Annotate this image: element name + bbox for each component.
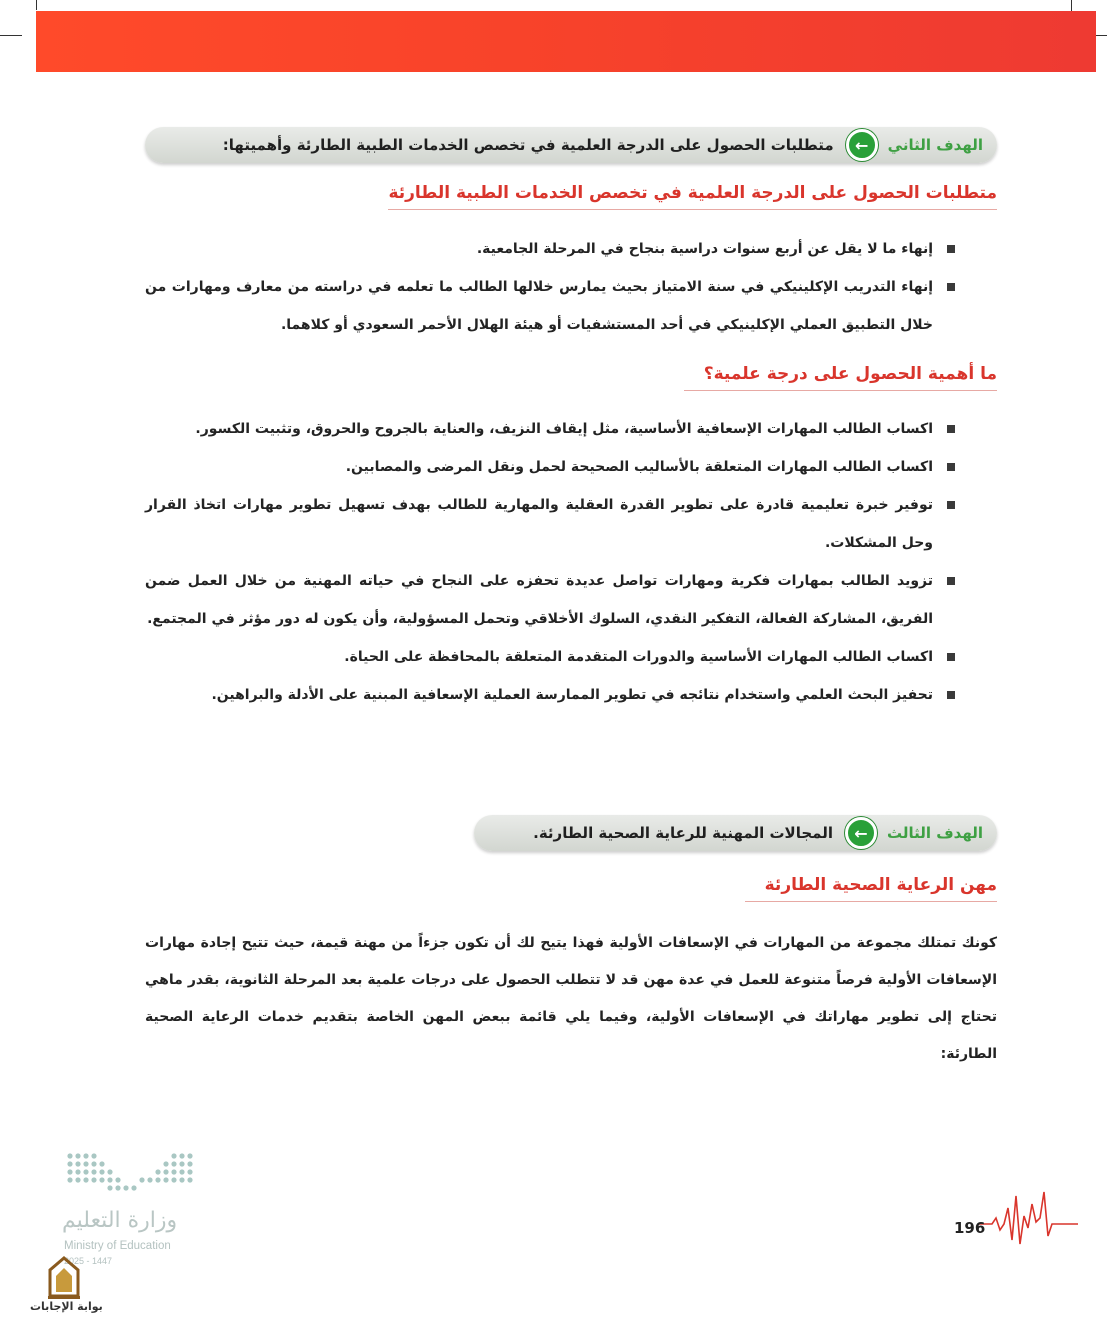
requirements-heading: متطلبات الحصول على الدرجة العلمية في تخصص الخدمات الطبية الطارئة (388, 183, 997, 210)
list-item: اكساب الطالب المهارات المتعلقة بالأساليب الصحيحة لحمل ونقل المرضى والمصابين. (145, 448, 955, 486)
bullet-square-icon (947, 691, 955, 699)
goal-three-title: المجالات المهنية للرعاية الصحية الطارئة. (533, 824, 833, 842)
requirements-list (145, 230, 955, 344)
arrow-left-icon: ← (845, 817, 877, 849)
list-item: إنهاء ما لا يقل عن أربع سنوات دراسية بنجاح في المرحلة الجامعية. (145, 230, 955, 268)
watermark-text: بوابة الإجابات (30, 1300, 103, 1313)
heartbeat-line-icon (978, 1188, 1078, 1248)
goal-two-bar (145, 127, 997, 163)
list-item: تحفيز البحث العلمي واستخدام نتائجه في تطوير الممارسة العملية الإسعافية المبنية على الأدلة والبراهين. (145, 676, 955, 714)
importance-heading: ما أهمية الحصول على درجة علمية؟ (684, 364, 997, 391)
list-item: اكساب الطالب المهارات الإسعافية الأساسية، مثل إيقاف النزيف، والعناية بالجروح والحروق، وتثبيت الكسور. (145, 410, 955, 448)
ministry-years: 2025 - 1447 (64, 1256, 113, 1266)
bullet-square-icon (947, 425, 955, 433)
arrow-left-icon: ← (846, 129, 878, 161)
goal-three-bar (474, 815, 997, 851)
crop-mark (36, 0, 37, 10)
goal-two-title: متطلبات الحصول على الدرجة العلمية في تخصص الخدمات الطبية الطارئة وأهميتها: (222, 136, 834, 154)
bullet-square-icon (947, 577, 955, 585)
bullet-square-icon (947, 653, 955, 661)
goal-three-label: الهدف الثالث (886, 824, 983, 842)
ministry-name-english: Ministry of Education (64, 1240, 171, 1252)
ministry-name-arabic: وزارة التعليم (62, 1208, 178, 1233)
bullet-square-icon (947, 501, 955, 509)
bullet-square-icon (947, 245, 955, 253)
lantern-logo-icon (44, 1256, 84, 1300)
careers-heading: مهن الرعاية الصحية الطارئة (745, 875, 997, 902)
goal-two-label: الهدف الثاني (887, 136, 983, 154)
bullet-square-icon (947, 463, 955, 471)
header-color-bar (36, 11, 1096, 72)
list-item: توفير خبرة تعليمية قادرة على تطوير القدرة العقلية والمهارية للطالب بهدف تسهيل تطوير مهارات اتخاذ القرار وحل المشكلات. (145, 486, 955, 562)
list-item: تزويد الطالب بمهارات فكرية ومهارات تواصل عديدة تحفزه على النجاح في حياته المهنية من خلال العمل ضمن الفريق، المشاركة الفعالة، التفكير النقدي، السلوك الأخلاقي وتحمل المسؤولية، وأن يكون له دور مؤثر في المجتمع. (145, 562, 955, 638)
bullet-square-icon (947, 283, 955, 291)
page-number: 196 (954, 1219, 986, 1237)
importance-list (145, 410, 955, 714)
ministry-logo-icon (62, 1150, 202, 1210)
list-item: اكساب الطالب المهارات الأساسية والدورات المتقدمة المتعلقة بالمحافظة على الحياة. (145, 638, 955, 676)
careers-paragraph: كونك تمتلك مجموعة من المهارات في الإسعافات الأولية فهذا يتيح لك أن تكون جزءاً من مهنة قيمة، حيث تتيح إجادة مهارات الإسعافات الأولية فرصاً متنوعة للعمل في عدة مهن قد لا تتطلب الحصول على درجات علمية بعد المرحلة الثانوية، بقدر ماهي تحتاج إلى تطوير مهاراتك في الإسعافات الأولية، وفيما يلي قائمة ببعض المهن الخاصة بتقديم خدمات الرعاية الصحية الطارئة: (145, 935, 997, 1062)
crop-mark (0, 35, 22, 36)
list-item: إنهاء التدريب الإكلينيكي في سنة الامتياز بحيث يمارس خلالها الطالب ما تعلمه في دراسته من معارف ومهارات من خلال التطبيق العملي الإكلينيكي في أحد المستشفيات أو هيئة الهلال الأحمر السعودي أو كلاهما. (145, 268, 955, 344)
